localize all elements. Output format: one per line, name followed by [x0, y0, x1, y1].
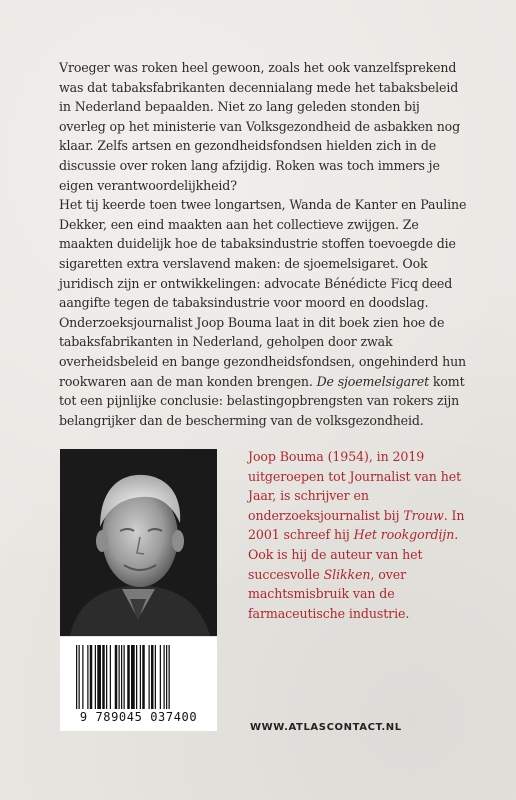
book-title: Slikken: [323, 566, 371, 582]
bio-text: Joop Bouma (1954), in 2019 uitgeroepen tot Journalist van het Jaar, is schrijver en onderzoeksjournalist bij: [248, 449, 462, 523]
newspaper-name: Trouw: [403, 507, 444, 523]
barcode-bar: [160, 645, 161, 709]
barcode-bar: [97, 645, 101, 709]
barcode-bar: [149, 645, 150, 709]
blurb-paragraph-2: Het tij keerde toen twee longartsen, Wanda de Kanter en Pauline Dekker, een eind maakten aan het collectieve zwijgen. Ze maakten duidelijk hoe de tabaksindustrie stoffen toevoegde die sigaretten extra verslavend maken: de sjoemelsigaret. Ook juridisch zijn er ontwikkelingen: advocate Bénédicte Ficq deed aangifte tegen de tabaksindustrie voor moord en doodslag.: [59, 197, 467, 311]
barcode-bar: [124, 645, 125, 709]
barcode-bar: [155, 645, 156, 709]
barcode-bar: [136, 645, 137, 709]
blurb-p3-text-end: komt tot een pijnlijke conclusie: belastingopbrengsten van rokers zijn belangrijker dan de bescherming van de volksgezondheid.: [59, 373, 465, 428]
barcode-bar: [127, 645, 130, 709]
barcode-bar: [142, 645, 145, 709]
bio-text: , over machtsmisbruik van de farmaceutische industrie.: [248, 566, 410, 621]
barcode-bar: [151, 645, 154, 709]
book-title: De sjoemelsigaret: [316, 373, 430, 389]
isbn-barcode: [60, 637, 217, 731]
barcode-bar: [169, 645, 170, 709]
author-bio: [248, 447, 470, 623]
isbn-number: 9 789045 037400: [79, 710, 198, 724]
barcode-bar: [106, 645, 107, 709]
barcode-bar: [164, 645, 165, 709]
barcode-bar: [102, 645, 105, 709]
back-cover-blurb: [59, 58, 469, 430]
barcode-bar: [119, 645, 120, 709]
barcode-bar: [82, 645, 83, 709]
barcode-bar: [110, 645, 111, 709]
publisher-website[interactable]: WWW.ATLASCONTACT.NL: [250, 722, 402, 733]
barcode-bar: [90, 645, 93, 709]
barcode-bars: [76, 645, 201, 709]
barcode-bar: [140, 645, 141, 709]
barcode-bar: [76, 645, 77, 709]
bio-text: . In 2001 schreef hij: [248, 507, 465, 543]
barcode-bar: [166, 645, 167, 709]
barcode-bar: [131, 645, 135, 709]
blurb-paragraph-1: Vroeger was roken heel gewoon, zoals het ook vanzelfsprekend was dat tabaksfabrikanten decennialang mede het tabaksbeleid in Nederland bepaalden. Niet zo lang geleden stonden bij overleg op het ministerie van Volksgezondheid de asbakken nog klaar. Zelfs artsen en gezondheidsfondsen hielden zich in de discussie over roken lang afzijdig. Roken was toch immers je eigen verantwoordelijkheid?: [59, 60, 461, 193]
blurb-p3-text: Onderzoeksjournalist Joop Bouma laat in dit boek zien hoe de tabaksfabrikanten in Nederland, geholpen door zwak overheidsbeleid en bange gezondheidsfondsen, ongehinderd hun rookwaren aan de man konden brengen.: [59, 314, 466, 389]
blurb-paragraph-3: [59, 313, 469, 431]
barcode-bar: [121, 645, 122, 709]
book-title: Het rookgordijn: [353, 527, 455, 543]
barcode-bar: [79, 645, 80, 709]
bio-text: . Ook is hij de auteur van het succesvolle: [248, 527, 459, 582]
barcode-bar: [87, 645, 88, 709]
author-photo: [60, 449, 217, 636]
barcode-bar: [115, 645, 118, 709]
barcode-bar: [95, 645, 96, 709]
